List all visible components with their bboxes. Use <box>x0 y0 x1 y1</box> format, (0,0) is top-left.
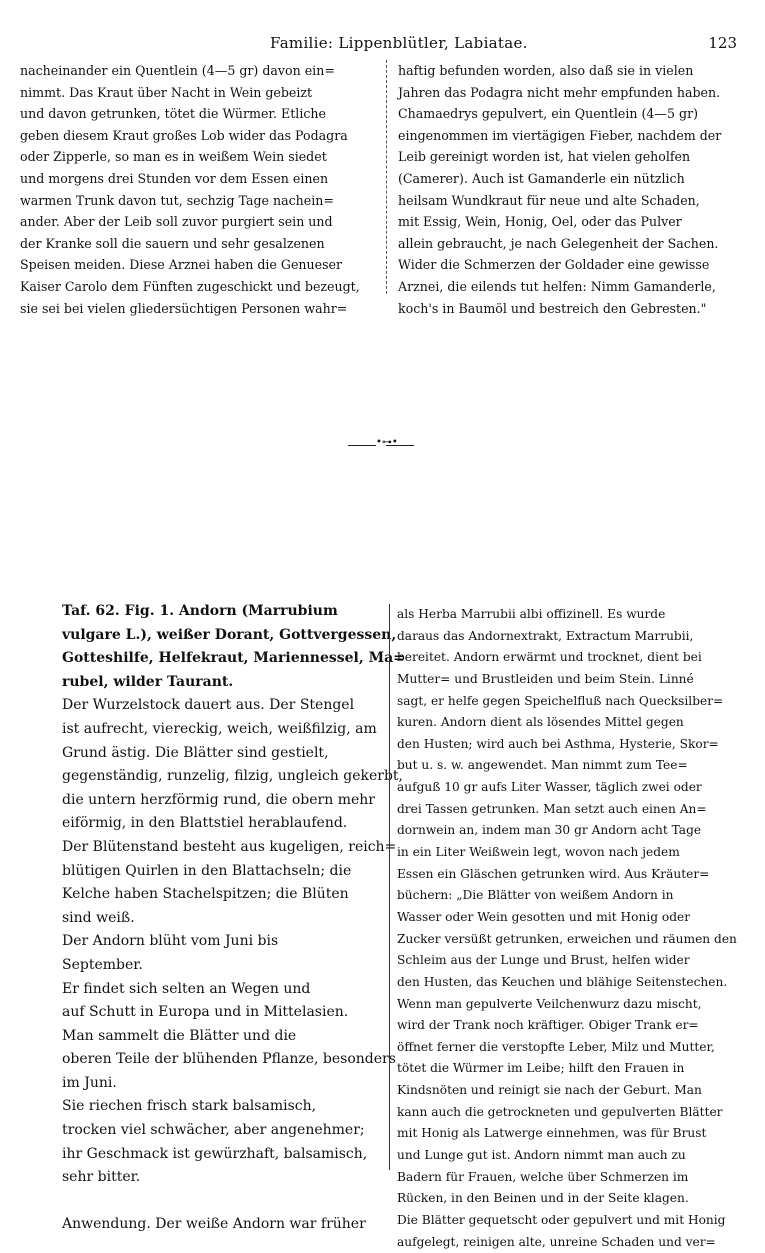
text-line: allein gebraucht, je nach Gelegenheit der Sachen. <box>398 235 719 251</box>
text-line: Der Blütenstand besteht aus kugeligen, reich= <box>62 838 397 855</box>
text-line <box>62 1190 380 1214</box>
text-line: ander. Aber der Leib soll zuvor purgiert sein und <box>20 214 333 230</box>
text-line: Arznei, die eilends tut helfen: Nimm Gamanderle, <box>398 278 716 294</box>
text-line: öffnet ferner die verstopfte Leber, Milz und Mutter, <box>397 1039 715 1054</box>
text-line: vulgare L.), weißer Dorant, Gottvergessen, <box>62 626 397 643</box>
text-line: die untern herzförmig rund, die obern mehr <box>62 791 375 808</box>
text-line: Rücken, in den Beinen und in der Seite klagen. <box>397 1191 689 1206</box>
top-right-column <box>398 60 746 319</box>
top-left-column <box>20 60 372 319</box>
text-line: drei Tassen getrunken. Man setzt auch einen An= <box>397 801 707 816</box>
text-line: Wider die Schmerzen der Goldader eine gewisse <box>398 257 710 273</box>
text-line: Kaiser Carolo dem Fünften zugeschickt und bezeugt, <box>20 278 360 294</box>
text-line: und morgens drei Stunden vor dem Essen einen <box>20 170 329 186</box>
text-line: Man sammelt die Blätter und die <box>62 1027 297 1044</box>
text-line: kann auch die getrockneten und gepulverten Blätter <box>397 1104 723 1119</box>
text-line: blütigen Quirlen in den Blattachseln; die <box>62 862 352 879</box>
text-line: oder Zipperle, so man es in weißem Wein siedet <box>20 149 327 165</box>
text-line: sagt, er helfe gegen Speichelfluß nach Quecksilber= <box>397 693 724 708</box>
text-line: Leib gereinigt worden ist, hat vielen geholfen <box>398 149 691 165</box>
text-line: Jahren das Podagra nicht mehr empfunden haben. <box>398 84 721 100</box>
text-line: wird der Trank noch kräftiger. Obiger Trank er= <box>397 1018 699 1033</box>
text-line: Die Blätter gequetscht oder gepulvert und mit Honig <box>397 1212 726 1227</box>
text-line: sie sei bei vielen gliedersüchtigen Personen wahr= <box>20 300 348 316</box>
text-line: warmen Trunk davon tut, sechzig Tage nachein= <box>20 192 334 208</box>
text-line: trocken viel schwächer, aber angenehmer; <box>62 1122 365 1139</box>
text-line: ist aufrecht, viereckig, weich, weißfilzig, am <box>62 720 377 737</box>
text-line: Zucker versüßt getrunken, erweichen und räumen den <box>397 931 737 946</box>
divider-rule-right <box>386 445 414 446</box>
text-line: Kindsnöten und reinigt sie nach der Geburt. Man <box>397 1083 702 1098</box>
text-line: gegenständig, runzelig, filzig, ungleich gekerbt, <box>62 768 404 785</box>
text-line: Der Wurzelstock dauert aus. Der Stengel <box>62 697 355 714</box>
text-line: Speisen meiden. Diese Arznei haben die Genueser <box>20 257 343 273</box>
text-line: mit Essig, Wein, Honig, Oel, oder das Pulver <box>398 214 682 230</box>
text-line: aufgelegt, reinigen alte, unreine Schaden und ver= <box>397 1234 716 1249</box>
text-line: als Herba Marrubii albi offizinell. Es wurde <box>397 607 666 621</box>
text-line: der Kranke soll die sauern und sehr gesalzenen <box>20 235 325 251</box>
text-line: September. <box>62 956 143 973</box>
divider-rule-left <box>348 445 376 446</box>
text-line: Kelche haben Stachelspitzen; die Blüten <box>62 886 349 903</box>
text-line: und Lunge gut ist. Andorn nimmt man auch zu <box>397 1148 686 1163</box>
text-line: Schleim aus der Lunge und Brust, helfen wider <box>397 953 690 968</box>
text-line: haftig befunden worden, also daß sie in vielen <box>398 63 694 78</box>
text-line: ihr Geschmack ist gewürzhaft, balsamisch, <box>62 1145 368 1162</box>
text-line: Sie riechen frisch stark balsamisch, <box>62 1098 317 1115</box>
text-line: auf Schutt in Europa und in Mittelasien. <box>62 1004 349 1021</box>
running-head <box>0 34 765 50</box>
text-line: but u. s. w. angewendet. Man nimmt zum Tee= <box>397 758 688 773</box>
text-line: Essen ein Gläschen getrunken wird. Aus Kräuter= <box>397 866 710 881</box>
text-line: den Husten; wird auch bei Asthma, Hysterie, Skor= <box>397 736 719 751</box>
text-line: Der Andorn blüht vom Juni bis <box>62 933 279 950</box>
text-line: und davon getrunken, tötet die Würmer. Etliche <box>20 106 326 122</box>
divider-ornament: •⊶• <box>376 437 398 448</box>
section-divider <box>348 437 414 450</box>
text-line: rubel, wilder Taurant. <box>62 673 234 690</box>
text-line: (Camerer). Auch ist Gamanderle ein nützlich <box>398 170 685 186</box>
text-line: Anwendung. Der weiße Andorn war früher <box>62 1216 366 1233</box>
text-line: eiförmig, in den Blattstiel herablaufend. <box>62 815 348 832</box>
page-number: 123 <box>708 34 737 52</box>
column-separator-top <box>386 60 387 294</box>
text-line: kuren. Andorn dient als lösendes Mittel gegen <box>397 715 684 730</box>
text-line: Wenn man gepulverte Veilchenwurz dazu mischt, <box>397 996 702 1011</box>
text-line: den Husten, das Keuchen und blähige Seitenstechen. <box>397 974 728 989</box>
bottom-right-column <box>397 604 749 1253</box>
running-head-title: Familie: Lippenblütler, Labiatae. <box>270 34 528 52</box>
bottom-left-column <box>62 600 405 1237</box>
text-line: Wasser oder Wein gesotten und mit Honig oder <box>397 909 691 924</box>
text-line: Gotteshilfe, Helfekraut, Mariennessel, Ma= <box>62 650 405 667</box>
text-line: sind weiß. <box>62 909 135 926</box>
text-line: nacheinander ein Quentlein (4—5 gr) davon ein= <box>20 63 335 78</box>
text-line: Badern für Frauen, welche über Schmerzen im <box>397 1169 689 1184</box>
text-line: nimmt. Das Kraut über Nacht in Wein gebeizt <box>20 84 313 100</box>
text-line: tötet die Würmer im Leibe; hilft den Frauen in <box>397 1061 685 1076</box>
text-line: oberen Teile der blühenden Pflanze, besonders <box>62 1051 396 1068</box>
text-line: sehr bitter. <box>62 1169 141 1186</box>
text-line: Mutter= und Brustleiden und beim Stein. Linné <box>397 671 694 686</box>
text-line: mit Honig als Latwerge einnehmen, was für Brust <box>397 1126 707 1141</box>
text-line: daraus das Andornextrakt, Extractum Marrubii, <box>397 628 694 643</box>
text-line: Chamaedrys gepulvert, ein Quentlein (4—5 gr) <box>398 106 698 122</box>
text-line: bereitet. Andorn erwärmt und trocknet, dient bei <box>397 650 702 665</box>
text-line: aufguß 10 gr aufs Liter Wasser, täglich zwei oder <box>397 780 702 795</box>
text-line: koch's in Baumöl und bestreich den Gebresten." <box>398 300 707 316</box>
text-line: geben diesem Kraut großes Lob wider das Podagra <box>20 127 348 143</box>
text-line: dornwein an, indem man 30 gr Andorn acht Tage <box>397 823 702 838</box>
text-line: Er findet sich selten an Wegen und <box>62 980 311 997</box>
text-line: eingenommen im viertägigen Fieber, nachdem der <box>398 127 722 143</box>
text-line: Grund ästig. Die Blätter sind gestielt, <box>62 744 329 761</box>
text-line: Taf. 62. Fig. 1. Andorn (Marrubium <box>62 603 338 619</box>
column-separator-bottom <box>389 604 390 1170</box>
text-line: in ein Liter Weißwein legt, wovon nach jedem <box>397 845 680 860</box>
text-line: im Juni. <box>62 1074 117 1091</box>
text-line: heilsam Wundkraut für neue und alte Schaden, <box>398 192 700 208</box>
text-line: büchern: „Die Blätter von weißem Andorn in <box>397 888 674 903</box>
